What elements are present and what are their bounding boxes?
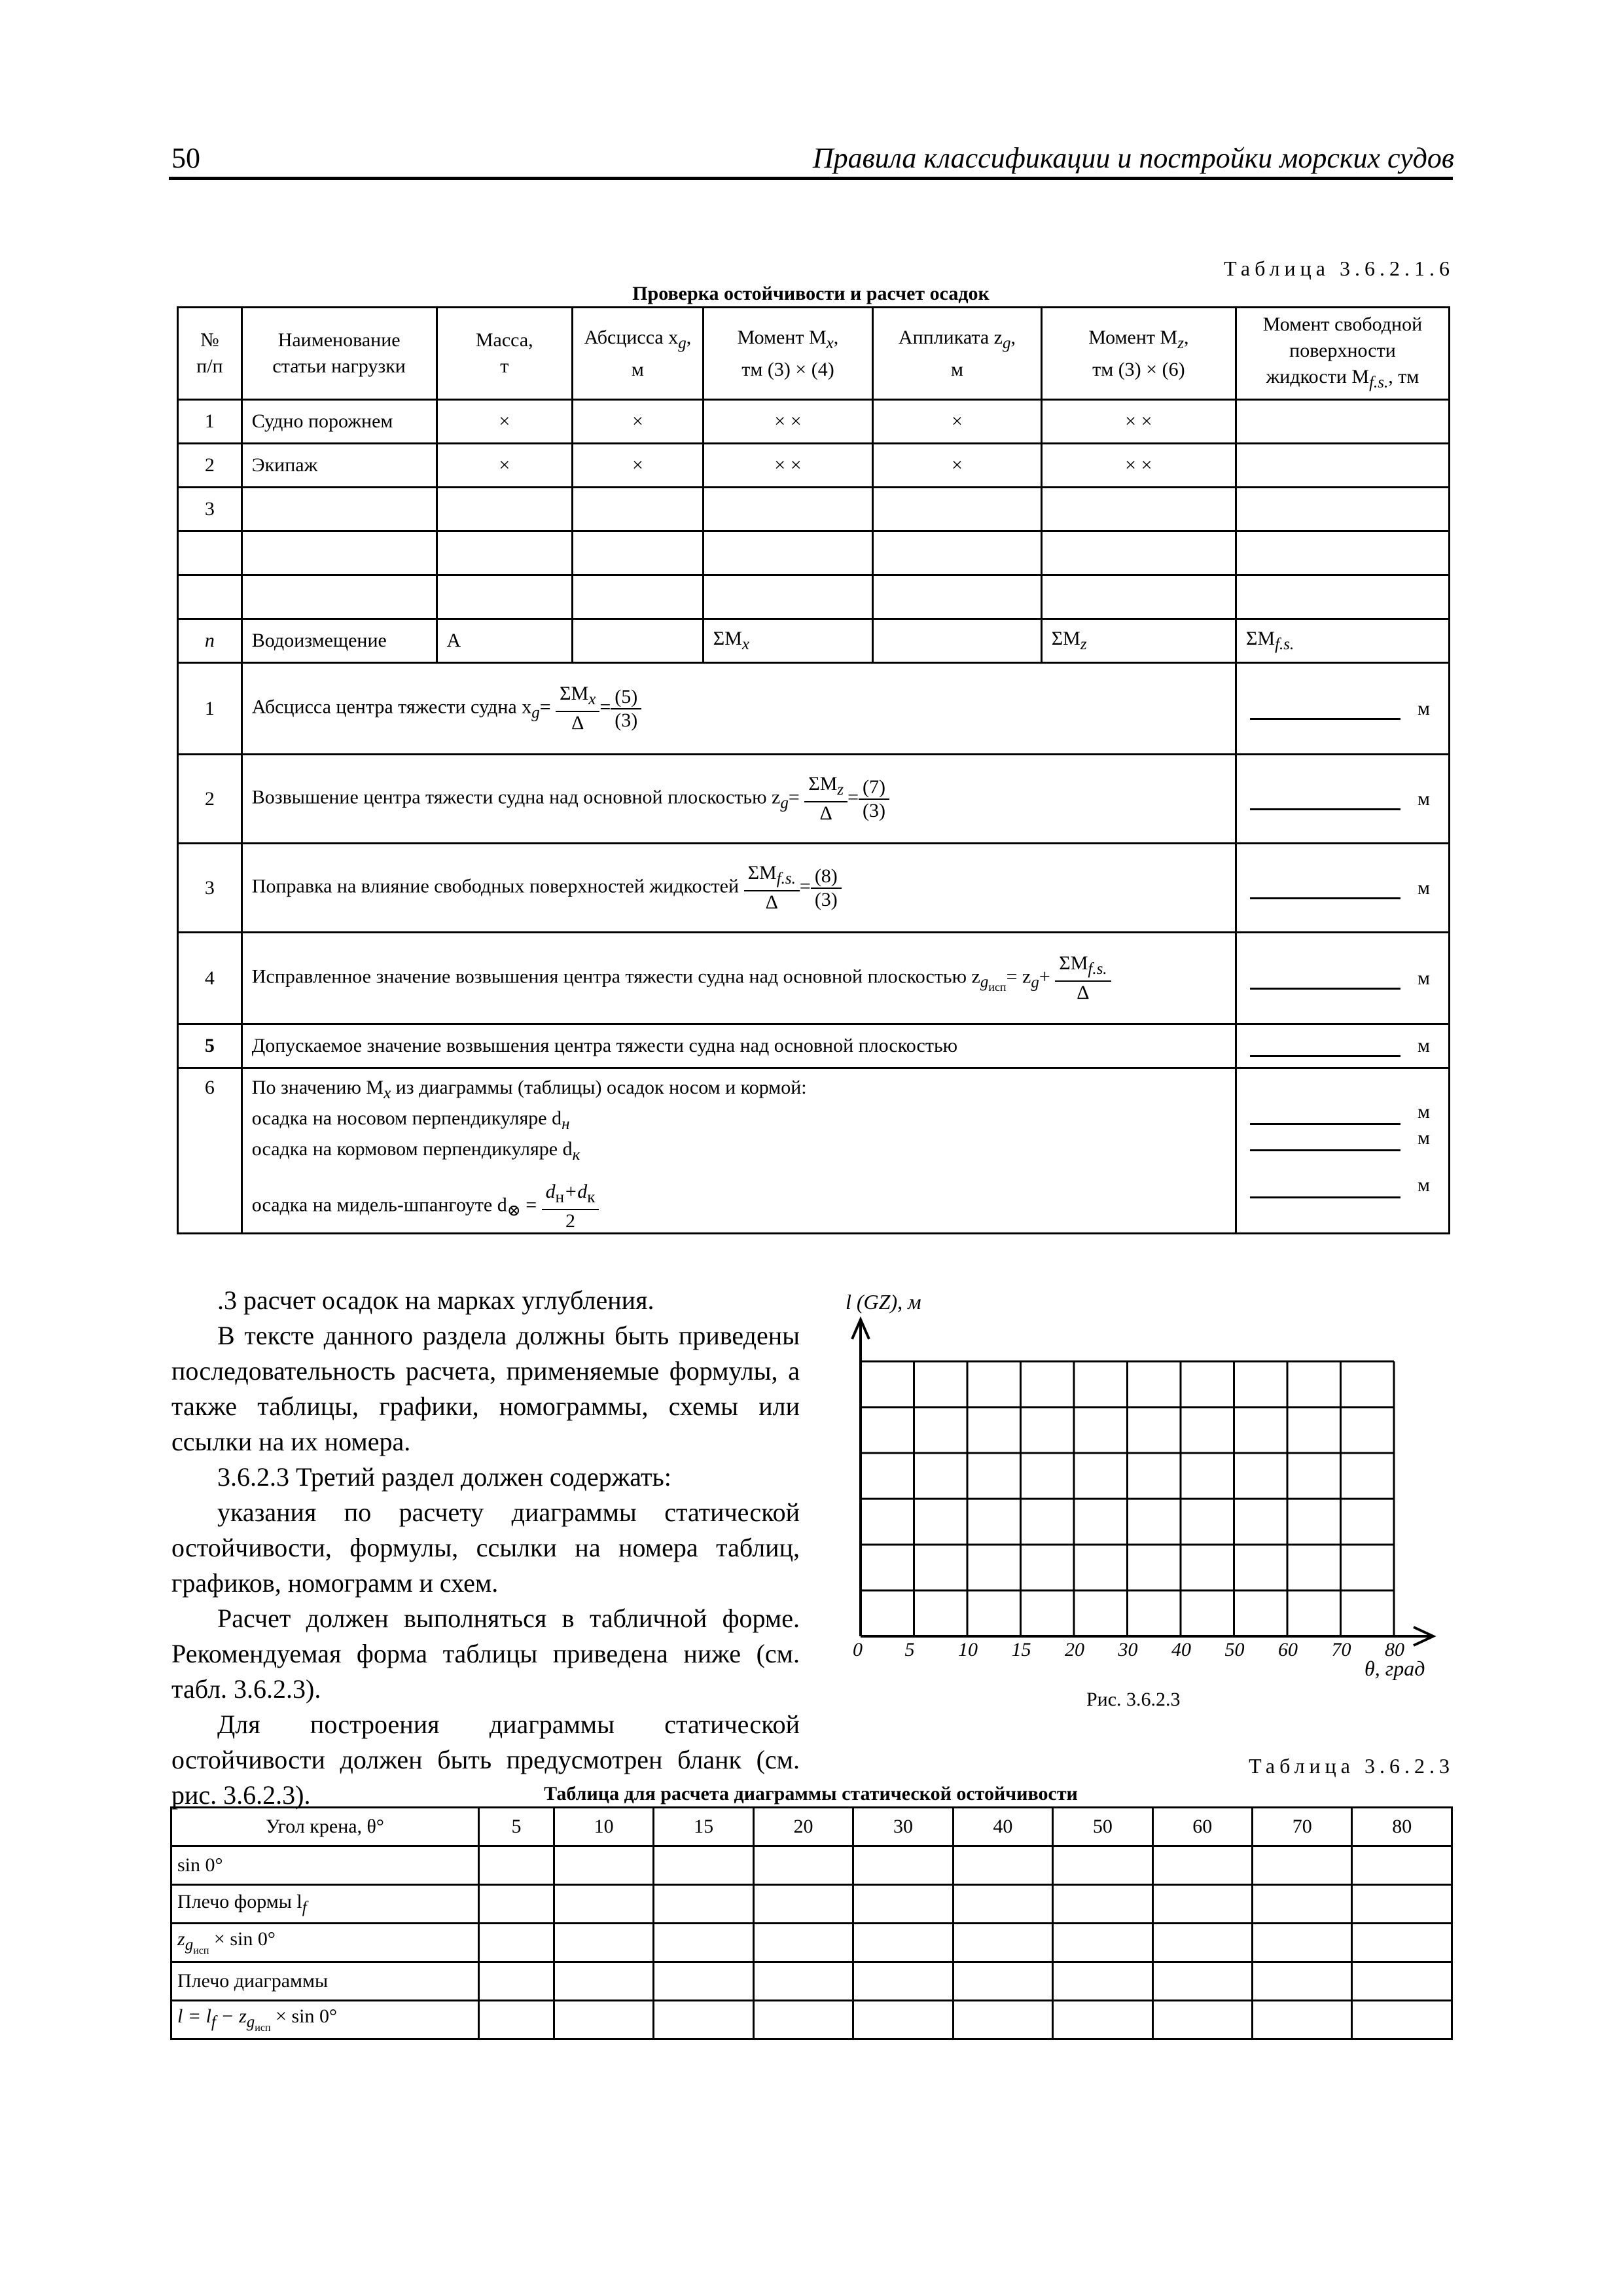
result-blank: м xyxy=(1236,933,1449,1024)
result-description: Допускаемое значение возвышения центра тяжести судна над основной плоскостью xyxy=(241,1024,1236,1068)
row-label: sin 0° xyxy=(171,1846,479,1885)
paragraph: Для построения диаграммы статической остойчивости должен быть предусмотрен бланк (см. рис. 3.6.2.3). xyxy=(171,1710,800,1810)
empty-cell xyxy=(753,1846,853,1885)
empty-cell xyxy=(654,1846,753,1885)
empty-cell xyxy=(853,1846,953,1885)
empty-cell xyxy=(1053,2001,1152,2039)
result-blank: м xyxy=(1236,1024,1449,1068)
result-row xyxy=(178,663,1450,755)
empty-cell xyxy=(554,2001,653,2039)
empty-cell xyxy=(753,1924,853,1962)
result-row xyxy=(178,755,1450,844)
empty-cell xyxy=(554,1924,653,1962)
table-row xyxy=(171,2001,1452,2039)
empty-cell xyxy=(953,1846,1052,1885)
empty-cell xyxy=(853,1924,953,1962)
displacement-row xyxy=(178,619,1450,663)
col-moment-x-header: Момент $M_x$, тм (3) × (4) xyxy=(703,308,872,400)
empty-cell xyxy=(1352,1962,1452,2001)
x-tick-label: 15 xyxy=(1011,1639,1031,1660)
empty-cell xyxy=(1152,1846,1252,1885)
result-row xyxy=(178,933,1450,1024)
empty-cell xyxy=(1152,1962,1252,2001)
table-row xyxy=(171,1924,1452,1962)
paragraph: Расчет должен выполняться в табличной форме. Рекомендуемая форма таблицы приведена ниже (см. табл. 3.6.2.3). xyxy=(171,1604,800,1704)
empty-cell xyxy=(479,2001,554,2039)
sum-moment-x: $\Sigma M_x$ xyxy=(703,619,872,663)
cell-double-cross: × × xyxy=(1041,400,1236,444)
cell-double-cross: × × xyxy=(703,400,872,444)
angle-cell: 5 xyxy=(479,1808,554,1846)
header-rule xyxy=(169,177,1453,180)
angle-cell: 50 xyxy=(1053,1808,1152,1846)
empty-cell xyxy=(1053,1924,1152,1962)
empty-cell xyxy=(953,1924,1052,1962)
result-description: Исправленное значение возвышения центра тяжести судна над основной плоскостью $z_{g_{исп}}= z_g+$ $\frac{\Sigma M_{f.s.}}{\Delta}$ xyxy=(241,933,1236,1024)
row-number: 3 xyxy=(178,488,242,531)
row-name: Экипаж xyxy=(241,444,437,488)
empty-cell xyxy=(953,1962,1052,2001)
result-row xyxy=(178,1024,1450,1068)
table-row xyxy=(178,444,1450,488)
row-number: 1 xyxy=(178,400,242,444)
empty-cell xyxy=(753,1962,853,2001)
running-title: Правила классификации и постройки морских судов xyxy=(812,142,1454,174)
row-number: 6 xyxy=(178,1068,242,1234)
result-blank: м xyxy=(1236,844,1449,933)
empty-cell xyxy=(853,1885,953,1924)
empty-cell xyxy=(554,1885,653,1924)
empty-cell xyxy=(953,2001,1052,2039)
heel-table xyxy=(170,1806,1453,2040)
row-number: 2 xyxy=(178,755,242,844)
x-tick-label: 20 xyxy=(1065,1639,1084,1660)
table1-header-row xyxy=(178,308,1450,400)
draft-row xyxy=(178,1068,1450,1234)
cell-cross: × xyxy=(873,400,1042,444)
empty-cell xyxy=(753,2001,853,2039)
x-tick-label: 10 xyxy=(958,1639,978,1660)
heel-angle-header: Угол крена, θ° xyxy=(171,1808,479,1846)
cell-double-cross: × × xyxy=(703,444,872,488)
result-description: Поправка на влияние свободных поверхностей жидкостей $\frac{\Sigma M_{f.s.}}{\Delta}$ = $\frac{(8)}{(3)}$ xyxy=(241,844,1236,933)
x-tick-label: 80 xyxy=(1385,1639,1404,1660)
result-blank: м xyxy=(1236,755,1449,844)
table-row xyxy=(171,1846,1452,1885)
row-name: Судно порожнем xyxy=(241,400,437,444)
page-number: 50 xyxy=(171,142,200,174)
row-label: $l = l_f - z_{g_{исп}} \times \sin 0^\circ$ xyxy=(171,2001,479,2039)
row-number: 2 xyxy=(178,444,242,488)
empty-cell xyxy=(853,1962,953,2001)
x-tick-labels xyxy=(853,1639,1404,1660)
empty-cell xyxy=(1352,2001,1452,2039)
col-name-header: Наименование статьи нагрузки xyxy=(241,308,437,400)
table-row xyxy=(178,488,1450,531)
angle-cell: 10 xyxy=(554,1808,653,1846)
empty-cell xyxy=(1253,1962,1352,2001)
cell-cross: × xyxy=(573,400,704,444)
empty-cell xyxy=(479,1924,554,1962)
table1-title: Проверка остойчивости и расчет осадок xyxy=(632,283,990,304)
table-row xyxy=(171,1962,1452,2001)
displacement-mass: A xyxy=(437,619,573,663)
empty-cell xyxy=(1352,1885,1452,1924)
cell-cross: × xyxy=(573,444,704,488)
x-tick-label: 50 xyxy=(1224,1639,1245,1660)
col-free-surface-header: Момент свободной поверхности жидкости $M_{f.s.}$, тм xyxy=(1236,308,1449,400)
empty-cell xyxy=(1253,2001,1352,2039)
empty-cell xyxy=(1053,1962,1152,2001)
empty-cell xyxy=(479,1962,554,2001)
draft-description: По значению $M_x$ из диаграммы (таблицы) осадок носом и кормой: осадка на носовом перпендикуляре $d_н$ осадка на кормовом перпендикуляре $d_к$ осадка на мидель-шпангоуте $d_\otimes$ = $\frac{d_н+d_к}{2}$ xyxy=(241,1068,1236,1234)
row-name: Водоизмещение xyxy=(241,619,437,663)
cell-empty xyxy=(1236,444,1449,488)
angle-cell: 70 xyxy=(1253,1808,1352,1846)
angle-cell: 60 xyxy=(1152,1808,1252,1846)
col-number-header: № п/п xyxy=(178,308,242,400)
figure-caption: Рис. 3.6.2.3 xyxy=(1086,1689,1181,1710)
angle-cell: 30 xyxy=(853,1808,953,1846)
stability-table xyxy=(177,306,1450,1234)
row-number: 3 xyxy=(178,844,242,933)
col-applicate-header: Аппликата $z_g$, м xyxy=(873,308,1042,400)
angle-cell: 80 xyxy=(1352,1808,1452,1846)
empty-cell xyxy=(1053,1885,1152,1924)
row-number: 5 xyxy=(178,1024,242,1068)
empty-cell xyxy=(654,1924,753,1962)
col-mass-header: Масса, т xyxy=(437,308,573,400)
result-description: Абсцисса центра тяжести судна $x_g=$ $\frac{\Sigma M_x}{\Delta}$ = $\frac{(5)}{(3)}$ xyxy=(241,663,1236,755)
col-moment-z-header: Момент $M_z$, тм (3) × (6) xyxy=(1041,308,1236,400)
cell-empty xyxy=(1236,400,1449,444)
x-tick-label: 30 xyxy=(1118,1639,1138,1660)
cell-cross: × xyxy=(873,444,1042,488)
x-axis-label: θ, град xyxy=(1364,1657,1425,1680)
table2-label: Таблица 3.6.2.3 xyxy=(1249,1754,1454,1778)
empty-cell xyxy=(479,1846,554,1885)
angle-cell: 15 xyxy=(654,1808,753,1846)
empty-cell xyxy=(654,2001,753,2039)
empty-cell xyxy=(479,1885,554,1924)
empty-cell xyxy=(853,2001,953,2039)
table1-label: Таблица 3.6.2.1.6 xyxy=(1224,257,1454,280)
empty-cell xyxy=(1253,1924,1352,1962)
table-row xyxy=(178,575,1450,619)
sum-moment-z: $\Sigma M_z$ xyxy=(1041,619,1236,663)
result-blank: м xyxy=(1236,663,1449,755)
empty-cell xyxy=(1053,1846,1152,1885)
body-text xyxy=(171,1283,800,1813)
diagram-grid xyxy=(861,1361,1394,1636)
row-number: 4 xyxy=(178,933,242,1024)
paragraph: В тексте данного раздела должны быть приведены последовательность расчета, применяемые формулы, а также таблицы, графики, номограммы, схемы или ссылки на их номера. xyxy=(171,1321,800,1456)
empty-cell xyxy=(554,1846,653,1885)
angle-cell: 20 xyxy=(753,1808,853,1846)
empty-cell xyxy=(1253,1846,1352,1885)
row-label: Плечо диаграммы xyxy=(171,1962,479,2001)
empty-cell xyxy=(1152,2001,1252,2039)
sum-moment-fs: $\Sigma M_{f.s.}$ xyxy=(1236,619,1449,663)
row-number: n xyxy=(204,630,215,651)
x-tick-label: 60 xyxy=(1278,1639,1298,1660)
result-description: Возвышение центра тяжести судна над основной плоскостью $z_g=$ $\frac{\Sigma M_z}{\Delta}$ = $\frac{(7)}{(3)}$ xyxy=(241,755,1236,844)
empty-cell xyxy=(1152,1924,1252,1962)
paragraph: указания по расчету диаграммы статической остойчивости, формулы, ссылки на номера таблиц, графиков, номограмм и схем. xyxy=(171,1498,800,1598)
y-axis-label: l (GZ), м xyxy=(846,1290,921,1314)
empty-cell xyxy=(1352,1846,1452,1885)
table-row xyxy=(178,400,1450,444)
empty-cell xyxy=(753,1885,853,1924)
draft-blanks: м м м xyxy=(1236,1068,1449,1234)
empty-cell xyxy=(654,1885,753,1924)
table-row xyxy=(171,1885,1452,1924)
empty-cell xyxy=(654,1962,753,2001)
stability-diagram-blank xyxy=(831,1283,1459,1702)
empty-cell xyxy=(1352,1924,1452,1962)
result-row xyxy=(178,844,1450,933)
cell-cross: × xyxy=(437,400,573,444)
x-tick-label: 5 xyxy=(904,1639,915,1660)
table-row xyxy=(178,531,1450,575)
empty-cell xyxy=(953,1885,1052,1924)
empty-cell xyxy=(1152,1885,1252,1924)
angle-cell: 40 xyxy=(953,1808,1052,1846)
table2-title: Таблица для расчета диаграммы статической остойчивости xyxy=(544,1783,1078,1804)
empty-cell xyxy=(554,1962,653,2001)
row-number: 1 xyxy=(178,663,242,755)
row-label: $z_{g_{исп}} \times \sin 0^\circ$ xyxy=(171,1924,479,1962)
x-tick-label: 40 xyxy=(1171,1639,1191,1660)
row-label: Плечо формы $l_f$ xyxy=(171,1885,479,1924)
x-tick-label: 0 xyxy=(853,1639,863,1660)
paragraph: .3 расчет осадок на марках углубления. xyxy=(217,1285,654,1315)
empty-cell xyxy=(1253,1885,1352,1924)
x-tick-label: 70 xyxy=(1331,1639,1351,1660)
col-abscissa-header: Абсцисса $x_g$, м xyxy=(573,308,704,400)
table2-header-row xyxy=(171,1808,1452,1846)
paragraph: 3.6.2.3 Третий раздел должен содержать: xyxy=(217,1462,671,1492)
cell-cross: × xyxy=(437,444,573,488)
cell-double-cross: × × xyxy=(1041,444,1236,488)
